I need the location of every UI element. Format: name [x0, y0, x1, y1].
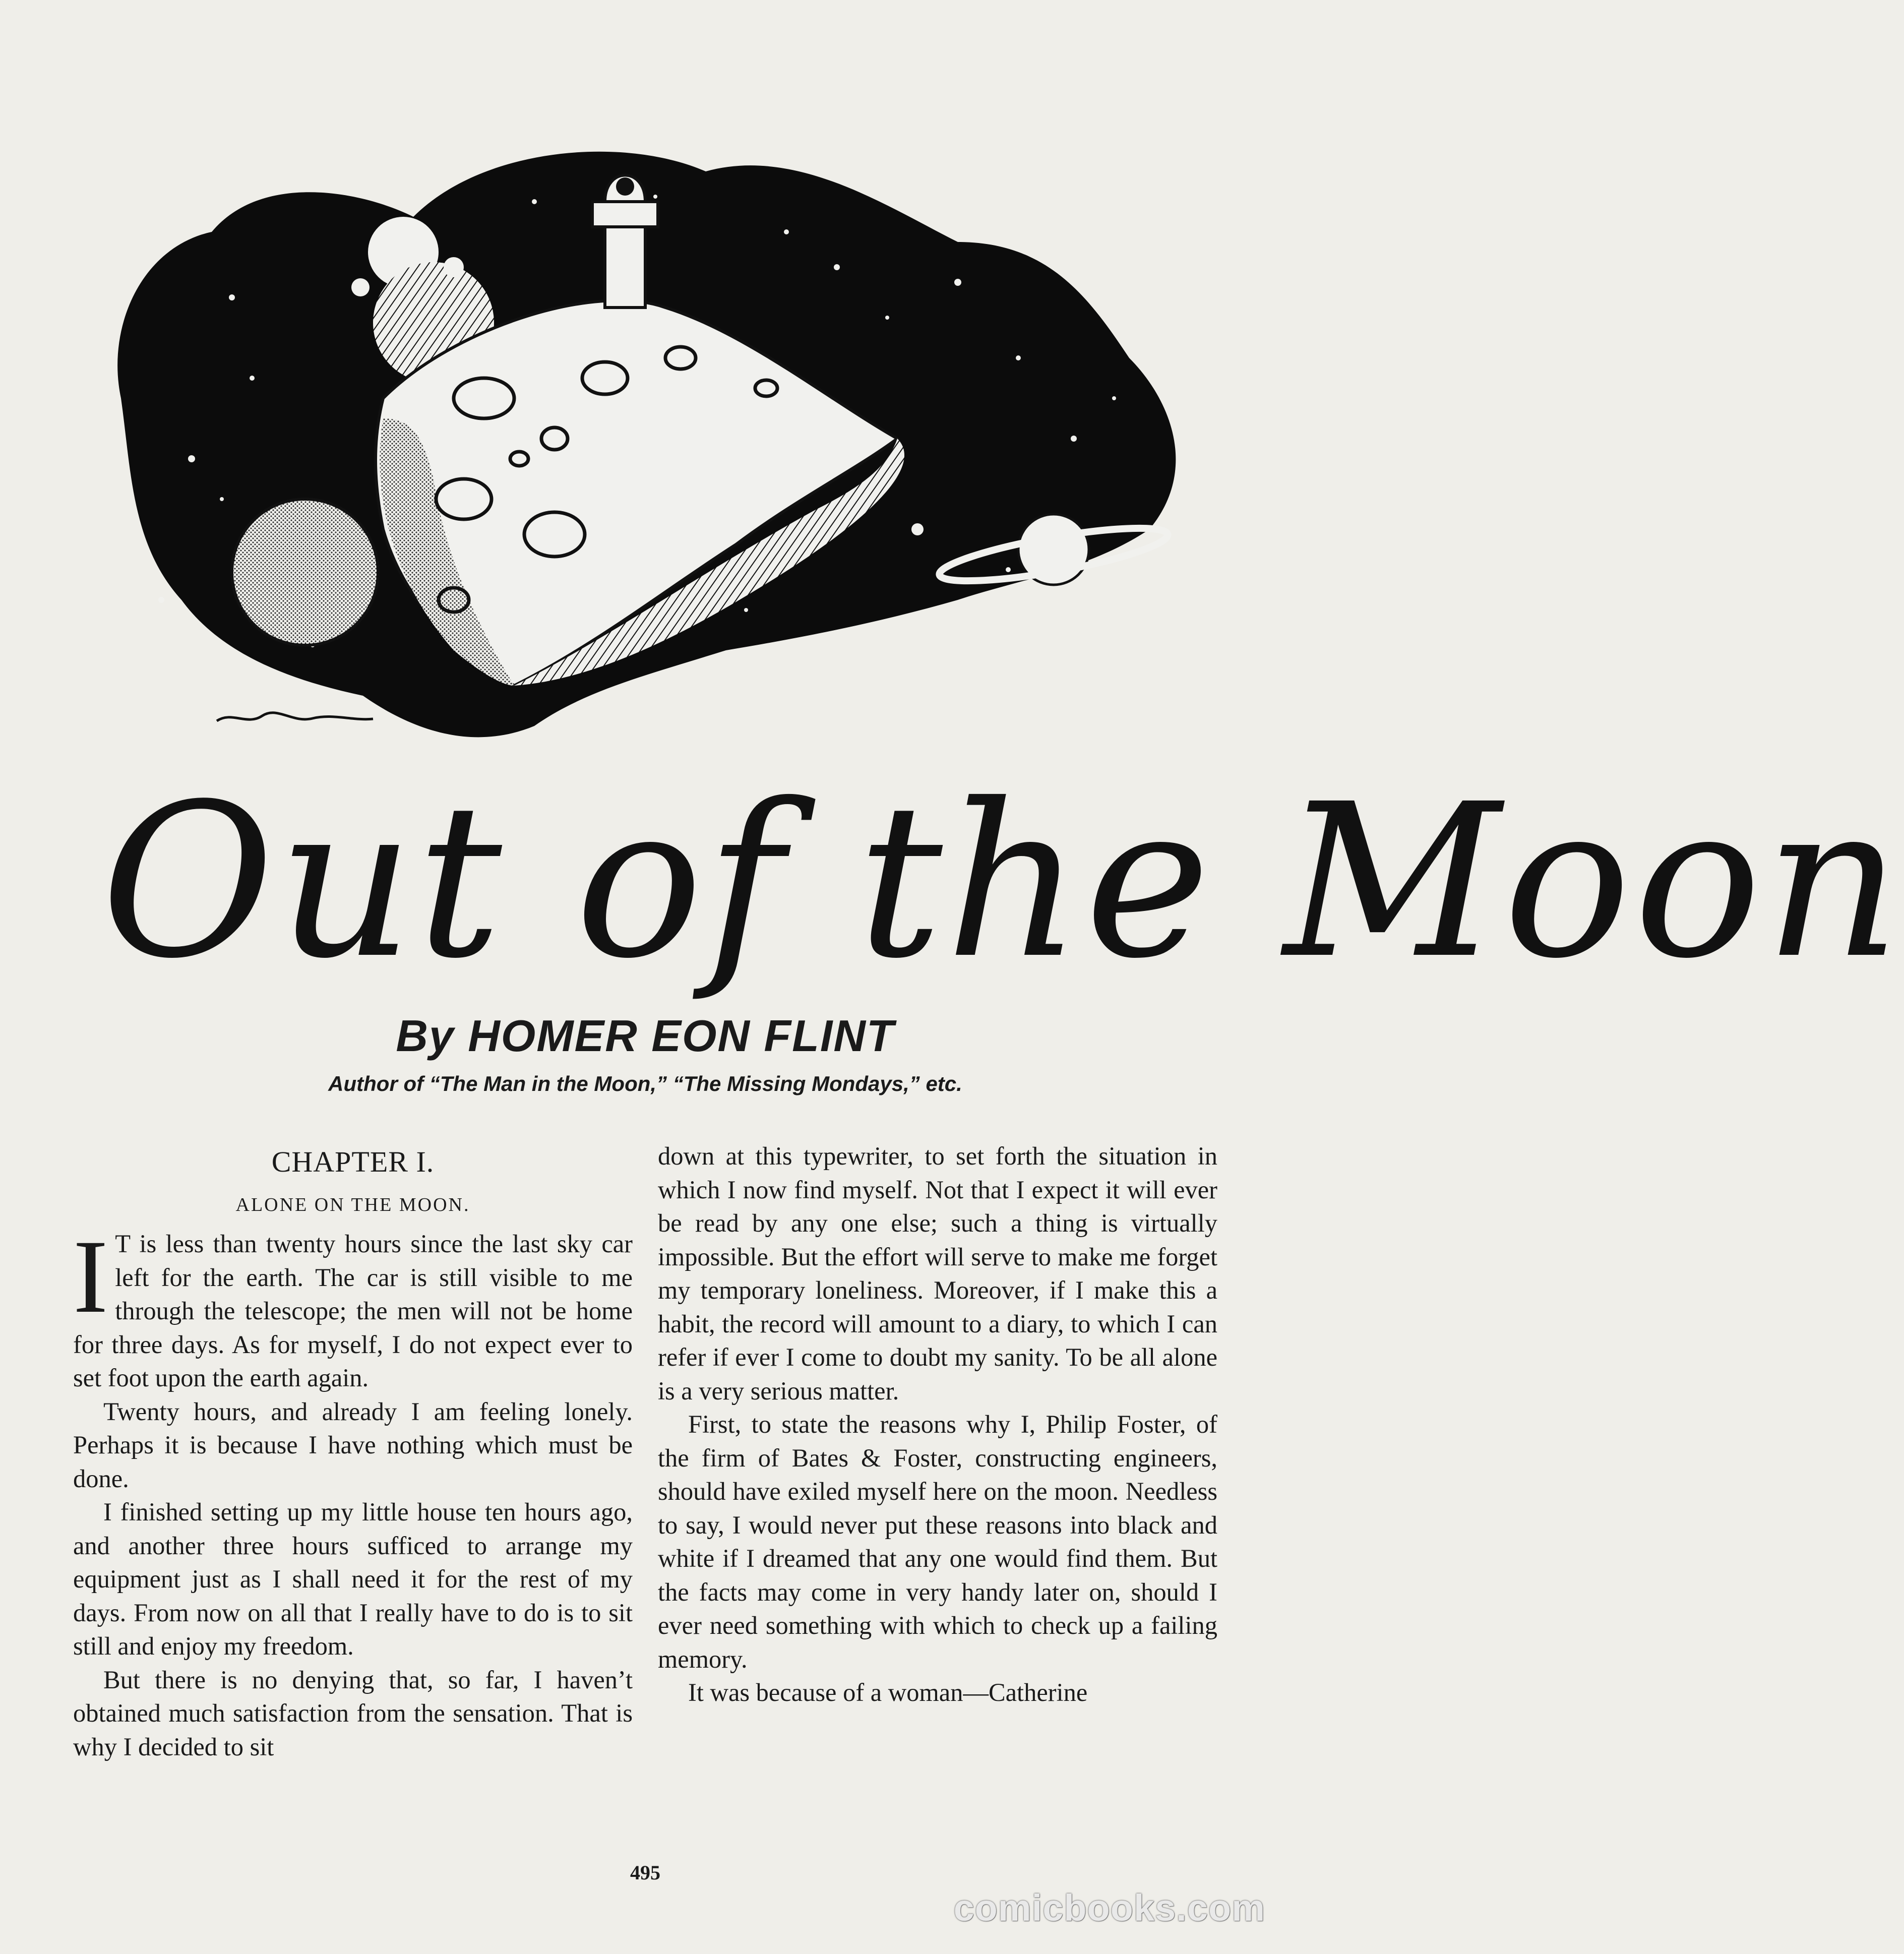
byline: By HOMER EON FLINT — [396, 1011, 895, 1061]
moon-space-illustration — [101, 116, 1210, 771]
paragraph: I T is less than twenty hours since the last sky car left for the earth. The car is still visible to me through the telescope; the men will not be home for three days. As for myself, I do not expect ever to set foot upon the earth again. — [73, 1218, 633, 1392]
paragraph: Twenty hours, and already I am feeling lonely. Perhaps it is because I have nothing which must be done. — [73, 1397, 633, 1493]
right-column — [658, 1139, 1217, 1709]
story-title: Out of the Moon — [101, 759, 1904, 1005]
chapter-heading: CHAPTER I. — [271, 1145, 435, 1178]
paragraph: I finished setting up my little house ten hours ago, and another three hours sufficed to arrange my equipment just as I shall need it for the rest of my days. From now on all that I really have to do is to sit still and enjoy my freedom. — [73, 1498, 633, 1660]
artist-signature — [217, 713, 373, 721]
paragraph: But there is no denying that, so far, I haven’t obtained much satisfaction from the sensation. That is why I decided to sit — [73, 1665, 633, 1761]
paragraph: First, to state the reasons why I, Philip Foster, of the firm of Bates & Foster, constructing engineers, should have exiled myself here on the moon. Needless to say, I would never put these reasons into black and white if I dreamed that any one would find them. But the facts may come in very handy later on, should I ever need something with which to check up a failing memory. — [658, 1410, 1217, 1673]
drop-cap: I — [73, 1218, 108, 1334]
author-credits: Author of “The Man in the Moon,” “The Missing Mondays,” etc. — [328, 1072, 962, 1095]
page-number: 495 — [630, 1861, 660, 1884]
paragraph: down at this typewriter, to set forth the situation in which I now find myself. Not that I expect it will ever be read by any one else; such a thing is virtually impossible. But the effort will serve to make me forget my temporary loneliness. Moreover, if I make this a habit, the record will amount to a diary, to which I can refer if ever I come to doubt my sanity. To be all alone is a very serious matter. — [658, 1142, 1217, 1405]
watermark: comicbooks.com — [953, 1887, 1265, 1929]
stippled-planet — [232, 499, 378, 645]
chapter-subheading: ALONE ON THE MOON. — [235, 1194, 470, 1215]
left-column — [73, 1139, 633, 1763]
paragraph: It was because of a woman—Catherine — [688, 1678, 1088, 1706]
